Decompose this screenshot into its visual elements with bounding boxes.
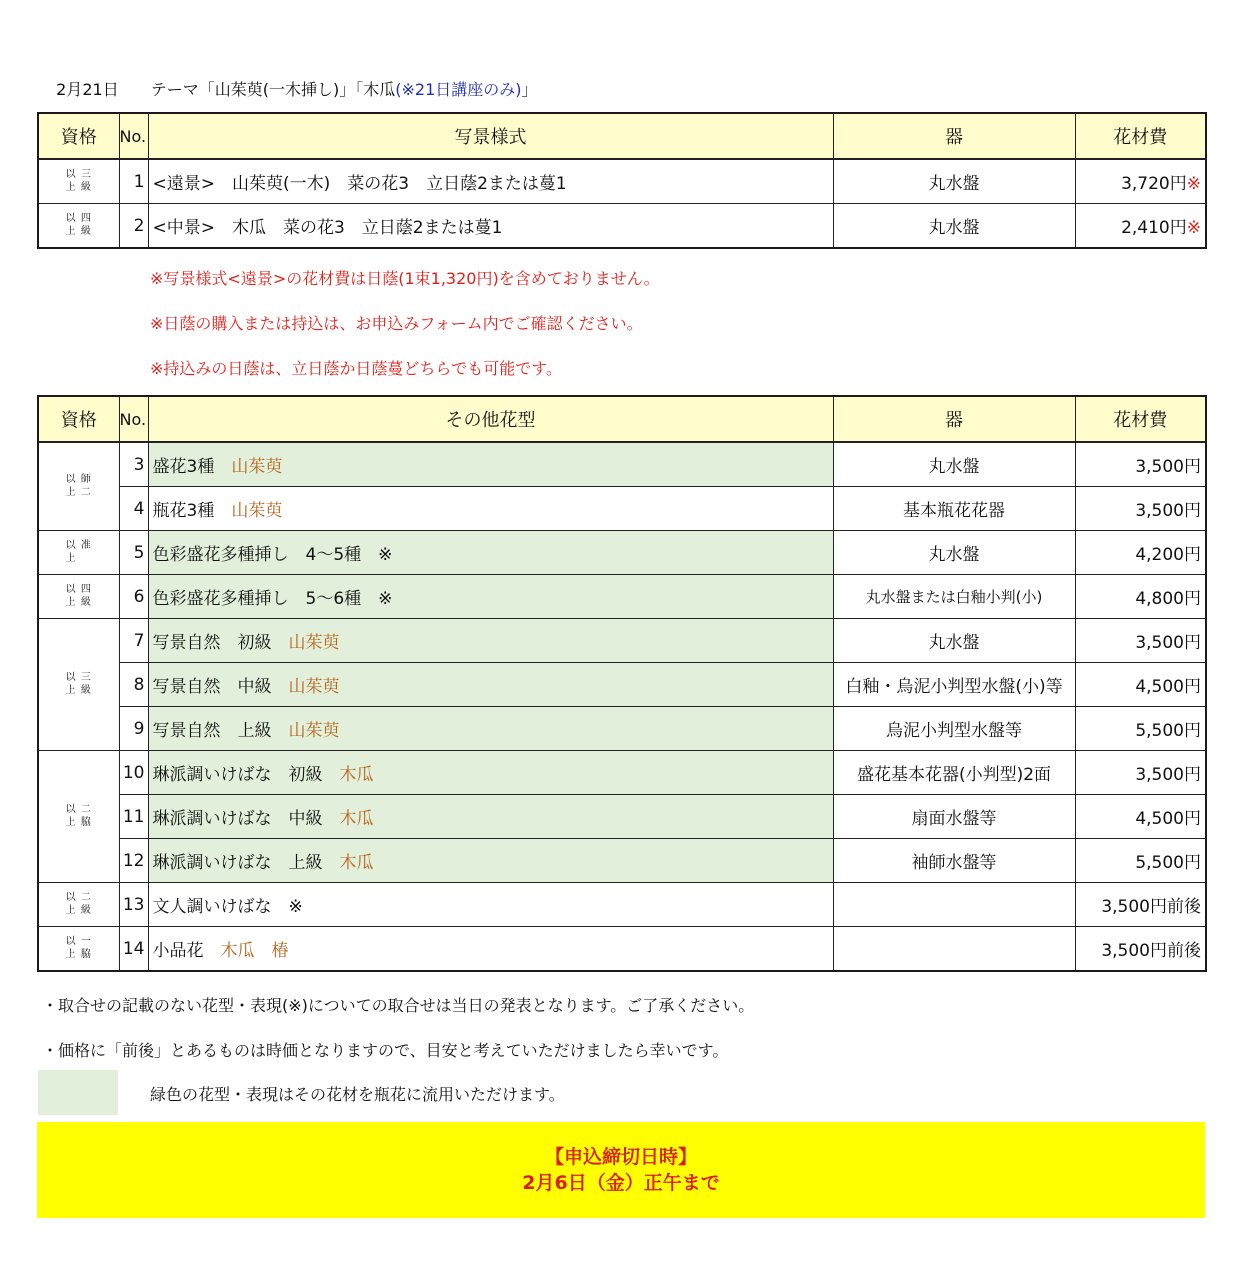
table-row	[38, 619, 1206, 663]
vessel: 丸水盤	[833, 204, 1075, 249]
flower-material: 山茱萸	[231, 501, 283, 521]
style-name: 琳派調いけばな 中級 木瓜	[148, 795, 833, 839]
style-name: 琳派調いけばな 上級 木瓜	[148, 839, 833, 883]
green-legend-swatch	[38, 1070, 118, 1115]
deadline-banner	[37, 1122, 1205, 1218]
vessel: 烏泥小判型水盤等	[833, 707, 1075, 751]
price: 3,720円	[1121, 174, 1187, 194]
table-row	[38, 575, 1206, 619]
note-red-1: ※写景様式<遠景>の花材費は日蔭(1束1,320円)を含めておりません。	[150, 269, 660, 288]
vessel	[833, 883, 1075, 927]
table-row	[38, 442, 1206, 487]
page-title	[46, 58, 538, 100]
theme-text: テーマ「山茱萸(一木挿し)」「木瓜	[150, 80, 396, 99]
other-styles-table	[37, 395, 1207, 972]
col-header-price: 花材費	[1075, 113, 1206, 159]
style-name: 文人調いけばな ※	[148, 883, 833, 927]
col-header-no: No.	[119, 113, 148, 159]
flower-material: 山茱萸	[288, 721, 340, 741]
note-bottom-2: ・価格に「前後」とあるものは時価となりますので、目安と考えていただけましたら幸いです。	[42, 1041, 729, 1060]
style-name: 小品花 木瓜 椿	[148, 927, 833, 972]
qualification-cell: 以 一 上 脇	[38, 927, 119, 972]
row-number: 3	[119, 442, 148, 487]
legend-text: 緑色の花型・表現はその花材を瓶花に流用いただけます。	[150, 1085, 565, 1104]
flower-material: 山茱萸	[288, 633, 340, 653]
qualification-cell: 以 三 上 級	[38, 159, 119, 204]
table-row	[38, 663, 1206, 707]
style-name: 写景自然 初級 山茱萸	[148, 619, 833, 663]
style-name: 色彩盛花多種挿し 5〜6種 ※	[148, 575, 833, 619]
qualification-cell: 以 三 上 級	[38, 619, 119, 751]
row-number: 6	[119, 575, 148, 619]
row-number: 4	[119, 487, 148, 531]
price-cell	[1075, 159, 1206, 204]
table-header-row	[38, 396, 1206, 442]
flower-material: 木瓜	[339, 765, 374, 785]
style-name: 瓶花3種 山茱萸	[148, 487, 833, 531]
style-name: 盛花3種 山茱萸	[148, 442, 833, 487]
row-number: 12	[119, 839, 148, 883]
price: 5,500円	[1075, 707, 1206, 751]
style-name: <遠景> 山茱萸(一木) 菜の花3 立日蔭2または蔓1	[148, 159, 833, 204]
col-header-qualification: 資格	[38, 396, 119, 442]
row-number: 11	[119, 795, 148, 839]
flower-material: 木瓜	[339, 809, 374, 829]
qualification-cell: 以 准 上	[38, 531, 119, 575]
col-header-qualification: 資格	[38, 113, 119, 159]
qualification-cell: 以 四 上 級	[38, 204, 119, 249]
col-header-no: No.	[119, 396, 148, 442]
row-number: 9	[119, 707, 148, 751]
vessel: 基本瓶花花器	[833, 487, 1075, 531]
vessel: 丸水盤	[833, 159, 1075, 204]
table-row	[38, 204, 1206, 249]
vessel: 袖師水盤等	[833, 839, 1075, 883]
vessel: 丸水盤	[833, 531, 1075, 575]
table-row	[38, 927, 1206, 972]
price: 3,500円	[1075, 619, 1206, 663]
price: 3,500円	[1075, 487, 1206, 531]
price: 4,500円	[1075, 795, 1206, 839]
flower-material: 山茱萸	[231, 457, 283, 477]
table-row	[38, 751, 1206, 795]
deadline-value: 2月6日（金）正午まで	[522, 1172, 720, 1194]
price: 3,500円	[1075, 442, 1206, 487]
row-number: 7	[119, 619, 148, 663]
row-number: 10	[119, 751, 148, 795]
vessel: 丸水盤	[833, 619, 1075, 663]
col-header-vessel: 器	[833, 396, 1075, 442]
style-name: <中景> 木瓜 菜の花3 立日蔭2または蔓1	[148, 204, 833, 249]
price: 4,500円	[1075, 663, 1206, 707]
table-row	[38, 707, 1206, 751]
note-red-2: ※日蔭の購入または持込は、お申込みフォーム内でご確認ください。	[150, 314, 643, 333]
theme-note: (※21日講座のみ)	[395, 80, 522, 99]
table-row	[38, 795, 1206, 839]
vessel: 丸水盤または白釉小判(小)	[833, 575, 1075, 619]
style-name: 写景自然 上級 山茱萸	[148, 707, 833, 751]
note-red-3: ※持込みの日蔭は、立日蔭か日蔭蔓どちらでも可能です。	[150, 359, 562, 378]
row-number: 1	[119, 159, 148, 204]
event-date: 2月21日	[56, 80, 119, 99]
price-cell	[1075, 204, 1206, 249]
table-header-row	[38, 113, 1206, 159]
qualification-cell: 以 二 上 脇	[38, 751, 119, 883]
flower-material: 山茱萸	[288, 677, 340, 697]
style-name: 写景自然 中級 山茱萸	[148, 663, 833, 707]
vessel: 盛花基本花器(小判型)2面	[833, 751, 1075, 795]
asterisk-mark: ※	[1186, 174, 1201, 194]
row-number: 5	[119, 531, 148, 575]
note-bottom-1: ・取合せの記載のない花型・表現(※)についての取合せは当日の発表となります。ご了承ください。	[42, 996, 755, 1015]
row-number: 14	[119, 927, 148, 972]
theme-suffix: 」	[521, 80, 538, 99]
row-number: 2	[119, 204, 148, 249]
row-number: 8	[119, 663, 148, 707]
flower-material: 木瓜	[339, 853, 374, 873]
flower-material: 木瓜 椿	[220, 941, 289, 961]
table-row	[38, 839, 1206, 883]
style-name: 色彩盛花多種挿し 4〜5種 ※	[148, 531, 833, 575]
qualification-cell: 以 四 上 級	[38, 575, 119, 619]
asterisk-mark: ※	[1186, 218, 1201, 238]
vessel: 丸水盤	[833, 442, 1075, 487]
landscape-style-table	[37, 112, 1207, 249]
table-row	[38, 487, 1206, 531]
style-name: 琳派調いけばな 初級 木瓜	[148, 751, 833, 795]
col-header-price: 花材費	[1075, 396, 1206, 442]
vessel: 扇面水盤等	[833, 795, 1075, 839]
col-header-style: 写景様式	[148, 113, 833, 159]
price: 4,800円	[1075, 575, 1206, 619]
deadline-title: 【申込締切日時】	[544, 1146, 697, 1168]
table-row	[38, 883, 1206, 927]
table-row	[38, 159, 1206, 204]
qualification-cell: 以 師 上 二	[38, 442, 119, 531]
vessel: 白釉・烏泥小判型水盤(小)等	[833, 663, 1075, 707]
price: 4,200円	[1075, 531, 1206, 575]
price: 3,500円前後	[1075, 927, 1206, 972]
price: 3,500円	[1075, 751, 1206, 795]
row-number: 13	[119, 883, 148, 927]
price: 5,500円	[1075, 839, 1206, 883]
price: 2,410円	[1121, 218, 1187, 238]
col-header-style: その他花型	[148, 396, 833, 442]
col-header-vessel: 器	[833, 113, 1075, 159]
vessel	[833, 927, 1075, 972]
price: 3,500円前後	[1075, 883, 1206, 927]
table-row	[38, 531, 1206, 575]
qualification-cell: 以 二 上 級	[38, 883, 119, 927]
